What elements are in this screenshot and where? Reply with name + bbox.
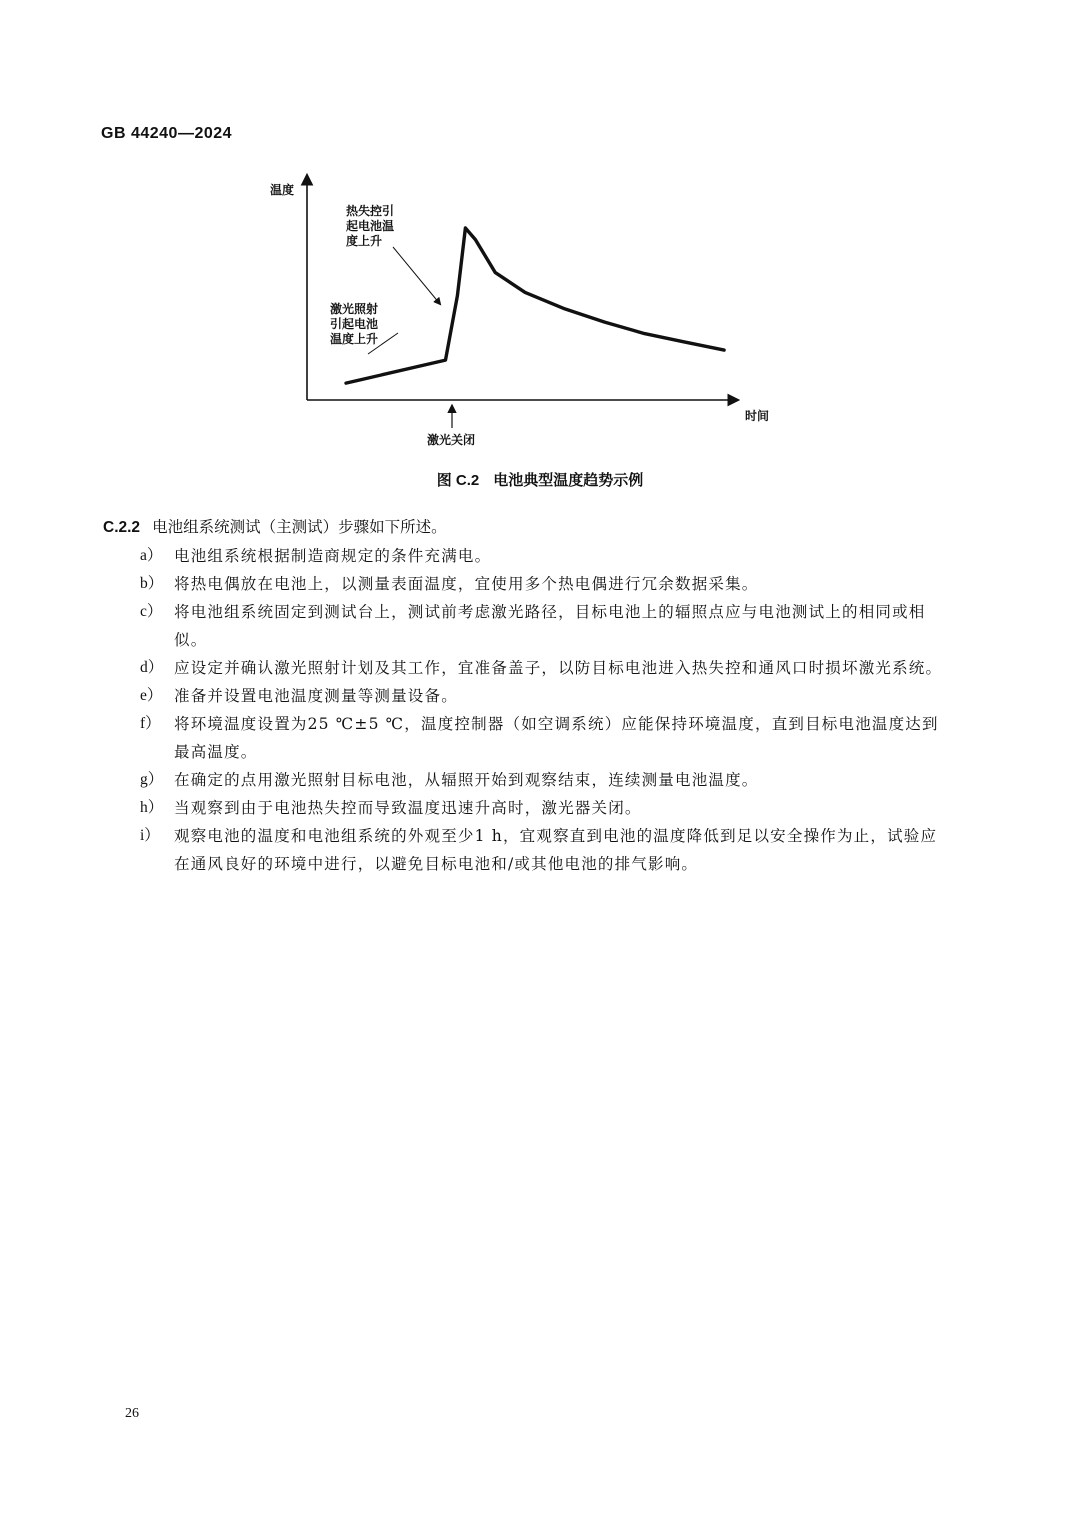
list-text: 将电池组系统固定到测试台上，测试前考虑激光路径，目标电池上的辐照点应与电池测试上的相同或相似。: [174, 603, 926, 649]
list-text: 应设定并确认激光照射计划及其工作，宜准备盖子，以防目标电池进入热失控和通风口时损坏激光系统。: [174, 659, 943, 677]
annotation-line: 度上升: [346, 234, 383, 248]
list-item: [140, 794, 950, 822]
figure-caption: [0, 469, 1080, 490]
thermal-runaway-annotation: [346, 204, 394, 249]
list-item: [140, 682, 950, 710]
list-text: 准备并设置电池温度测量等测量设备。: [174, 687, 458, 705]
list-marker: h）: [140, 799, 164, 816]
list-text: 将环境温度设置为25 ℃±5 ℃，温度控制器（如空调系统）应能保持环境温度，直到目标电池温度达到最高温度。: [174, 715, 939, 761]
y-axis-label: 温度: [270, 183, 295, 197]
clause-heading: [103, 515, 447, 537]
list-text: 将热电偶放在电池上，以测量表面温度，宜使用多个热电偶进行冗余数据采集。: [174, 575, 759, 593]
list-item: [140, 766, 950, 794]
list-marker: f）: [140, 715, 161, 732]
clause-title: 电池组系统测试（主测试）步骤如下所述。: [152, 518, 447, 536]
list-marker: b）: [140, 575, 164, 592]
list-text: 在确定的点用激光照射目标电池，从辐照开始到观察结束，连续测量电池温度。: [174, 771, 759, 789]
list-item: [140, 570, 950, 598]
laser-heating-annotation: [330, 302, 378, 347]
list-item: [140, 542, 950, 570]
annotation-line: 起电池温: [346, 219, 395, 233]
list-item: [140, 822, 950, 878]
list-item: [140, 654, 950, 682]
annotation-line: 引起电池: [330, 317, 379, 331]
x-axis-label: 时间: [745, 409, 770, 423]
list-marker: a）: [140, 547, 163, 564]
temperature-curve: [346, 228, 724, 383]
list-marker: d）: [140, 659, 164, 676]
annotation-line: 温度上升: [330, 332, 379, 346]
annotation-line: 热失控引: [346, 204, 395, 218]
annotation-line: 激光照射: [330, 302, 379, 316]
temperature-trend-figure: [0, 0, 1080, 500]
list-item: [140, 710, 950, 766]
list-marker: c）: [140, 603, 163, 620]
temperature-chart: [0, 0, 1080, 500]
standard-number: GB 44240—2024: [101, 125, 233, 142]
list-text: 观察电池的温度和电池组系统的外观至少1 h，宜观察直到电池的温度降低到足以安全操作为止，试验应在通风良好的环境中进行，以避免目标电池和/或其他电池的排气影响。: [174, 827, 938, 873]
list-text: 电池组系统根据制造商规定的条件充满电。: [174, 547, 492, 565]
list-text: 当观察到由于电池热失控而导致温度迅速升高时，激光器关闭。: [174, 799, 642, 817]
list-marker: g）: [140, 771, 164, 788]
laser-off-annotation: 激光关闭: [427, 433, 476, 447]
test-steps-list: [140, 542, 950, 878]
figure-number: 图 C.2: [436, 472, 480, 489]
clause-number: C.2.2: [103, 519, 141, 536]
figure-title: 电池典型温度趋势示例: [493, 471, 644, 489]
page-number: 26: [125, 1406, 139, 1421]
thermal-runaway-leader: [393, 247, 440, 304]
list-marker: e）: [140, 687, 163, 704]
list-item: [140, 598, 950, 654]
list-marker: i）: [140, 827, 160, 844]
